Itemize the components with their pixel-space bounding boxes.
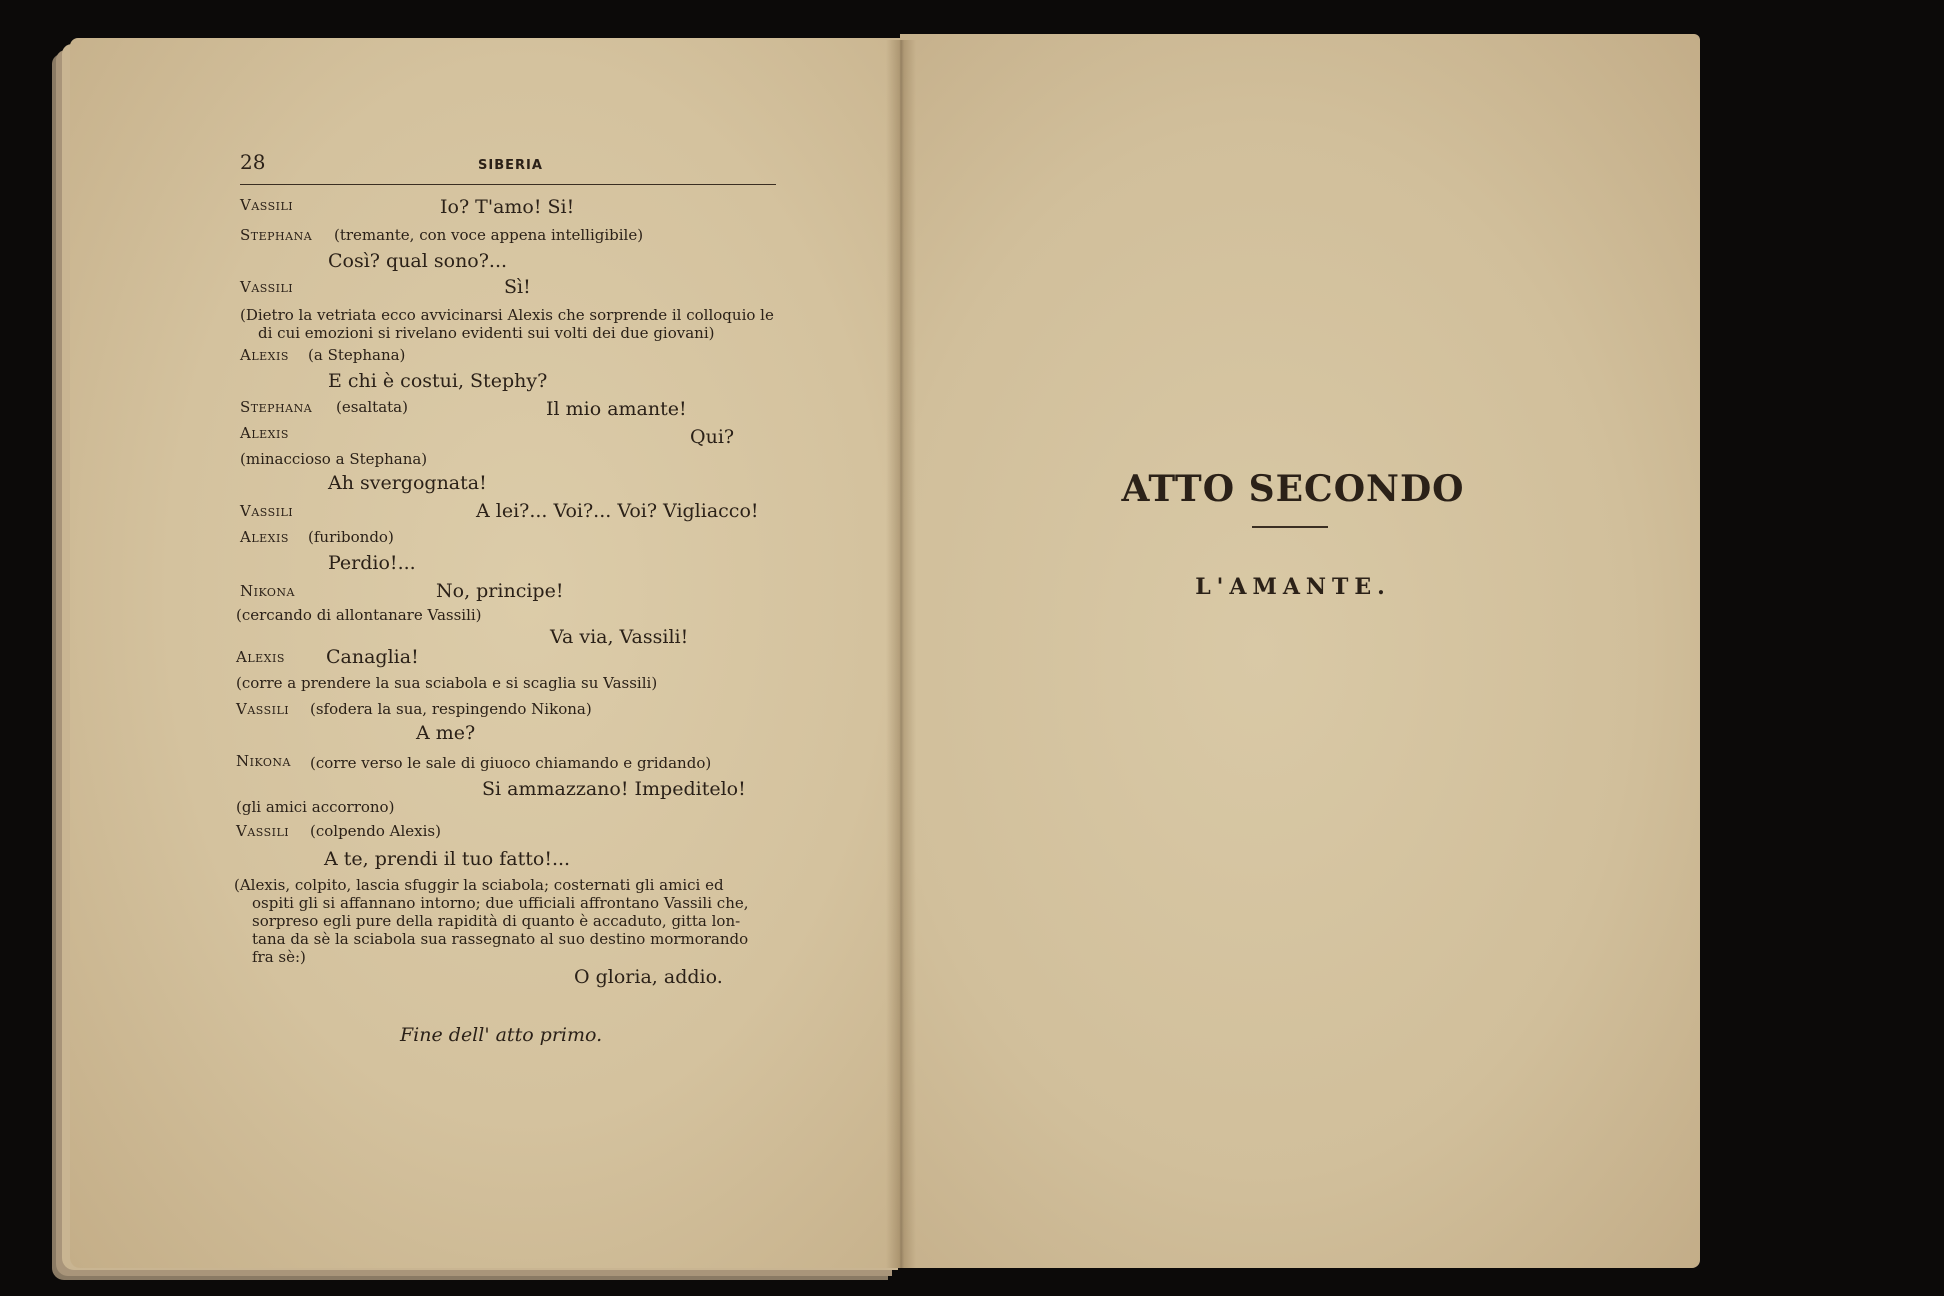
verse-line: Così? qual sono?... xyxy=(328,250,508,272)
stage-direction: (a Stephana) xyxy=(308,346,406,364)
book-gutter xyxy=(886,40,916,1268)
stage-direction: (corre verso le sale di giuoco chiamando e gridando) xyxy=(310,754,712,772)
speaker-name: Alexis xyxy=(240,424,289,442)
speaker-name: Alexis xyxy=(240,528,289,546)
verse-line: E chi è costui, Stephy? xyxy=(328,370,548,392)
verse-line: Canaglia! xyxy=(326,646,419,668)
verse-line: Sì! xyxy=(504,276,531,298)
speaker-name: Vassili xyxy=(240,502,294,520)
act-title: ATTO SECONDO xyxy=(1121,468,1465,510)
running-head xyxy=(240,150,776,185)
speaker-name: Vassili xyxy=(240,196,294,214)
stage-direction: sorpreso egli pure della rapidità di quanto è accaduto, gitta lon- xyxy=(252,912,741,930)
verse-line: A lei?... Voi?... Voi? Vigliacco! xyxy=(476,500,759,522)
speaker-name: Vassili xyxy=(236,822,290,840)
stage-direction: (gli amici accorrono) xyxy=(236,798,395,816)
verse-line: Va via, Vassili! xyxy=(550,626,689,648)
stage-direction: (corre a prendere la sua sciabola e si scaglia su Vassili) xyxy=(236,674,658,692)
stage-direction: (esaltata) xyxy=(336,398,408,416)
speaker-name: Stephana xyxy=(240,398,313,416)
verse-line: Il mio amante! xyxy=(546,398,687,420)
act-end-note: Fine dell' atto primo. xyxy=(400,1024,603,1046)
speaker-name: Alexis xyxy=(236,648,285,666)
speaker-name: Vassili xyxy=(236,700,290,718)
stage-direction: (Alexis, colpito, lascia sfuggir la sciabola; costernati gli amici ed xyxy=(234,876,724,894)
right-page xyxy=(900,34,1700,1268)
verse-line: Perdio!... xyxy=(328,552,416,574)
stage-direction: (sfodera la sua, respingendo Nikona) xyxy=(310,700,592,718)
verse-line: Ah svergognata! xyxy=(328,472,487,494)
stage-direction: (furibondo) xyxy=(308,528,394,546)
stage-direction: di cui emozioni si rivelano evidenti sui volti dei due giovani) xyxy=(258,324,715,342)
stage-direction: ospiti gli si affannano intorno; due ufficiali affrontano Vassili che, xyxy=(252,894,749,912)
verse-line: Io? T'amo! Si! xyxy=(440,196,575,218)
stage-direction: fra sè:) xyxy=(252,948,306,966)
verse-line: A te, prendi il tuo fatto!... xyxy=(324,848,571,870)
left-page xyxy=(70,38,900,1268)
page-number: 28 xyxy=(240,150,266,174)
verse-line: Si ammazzano! Impeditelo! xyxy=(482,778,746,800)
stage-direction: tana da sè la sciabola sua rassegnato al suo destino mormorando xyxy=(252,930,749,948)
stage-direction: (colpendo Alexis) xyxy=(310,822,441,840)
speaker-name: Stephana xyxy=(240,226,313,244)
act-subtitle: L'AMANTE. xyxy=(1195,574,1391,600)
speaker-name: Alexis xyxy=(240,346,289,364)
verse-line: Qui? xyxy=(690,426,735,448)
verse-line: O gloria, addio. xyxy=(574,966,723,988)
stage-direction: (Dietro la vetriata ecco avvicinarsi Alexis che sorprende il colloquio le xyxy=(240,306,774,324)
title-rule xyxy=(1252,526,1328,528)
stage-direction: (minaccioso a Stephana) xyxy=(240,450,428,468)
speaker-name: Nikona xyxy=(240,582,295,600)
stage-direction: (tremante, con voce appena intelligibile) xyxy=(334,226,644,244)
speaker-name: Nikona xyxy=(236,752,291,770)
speaker-name: Vassili xyxy=(240,278,294,296)
verse-line: No, principe! xyxy=(436,580,564,602)
verse-line: A me? xyxy=(416,722,476,744)
running-title: SIBERIA xyxy=(478,158,543,173)
stage-direction: (cercando di allontanare Vassili) xyxy=(236,606,482,624)
